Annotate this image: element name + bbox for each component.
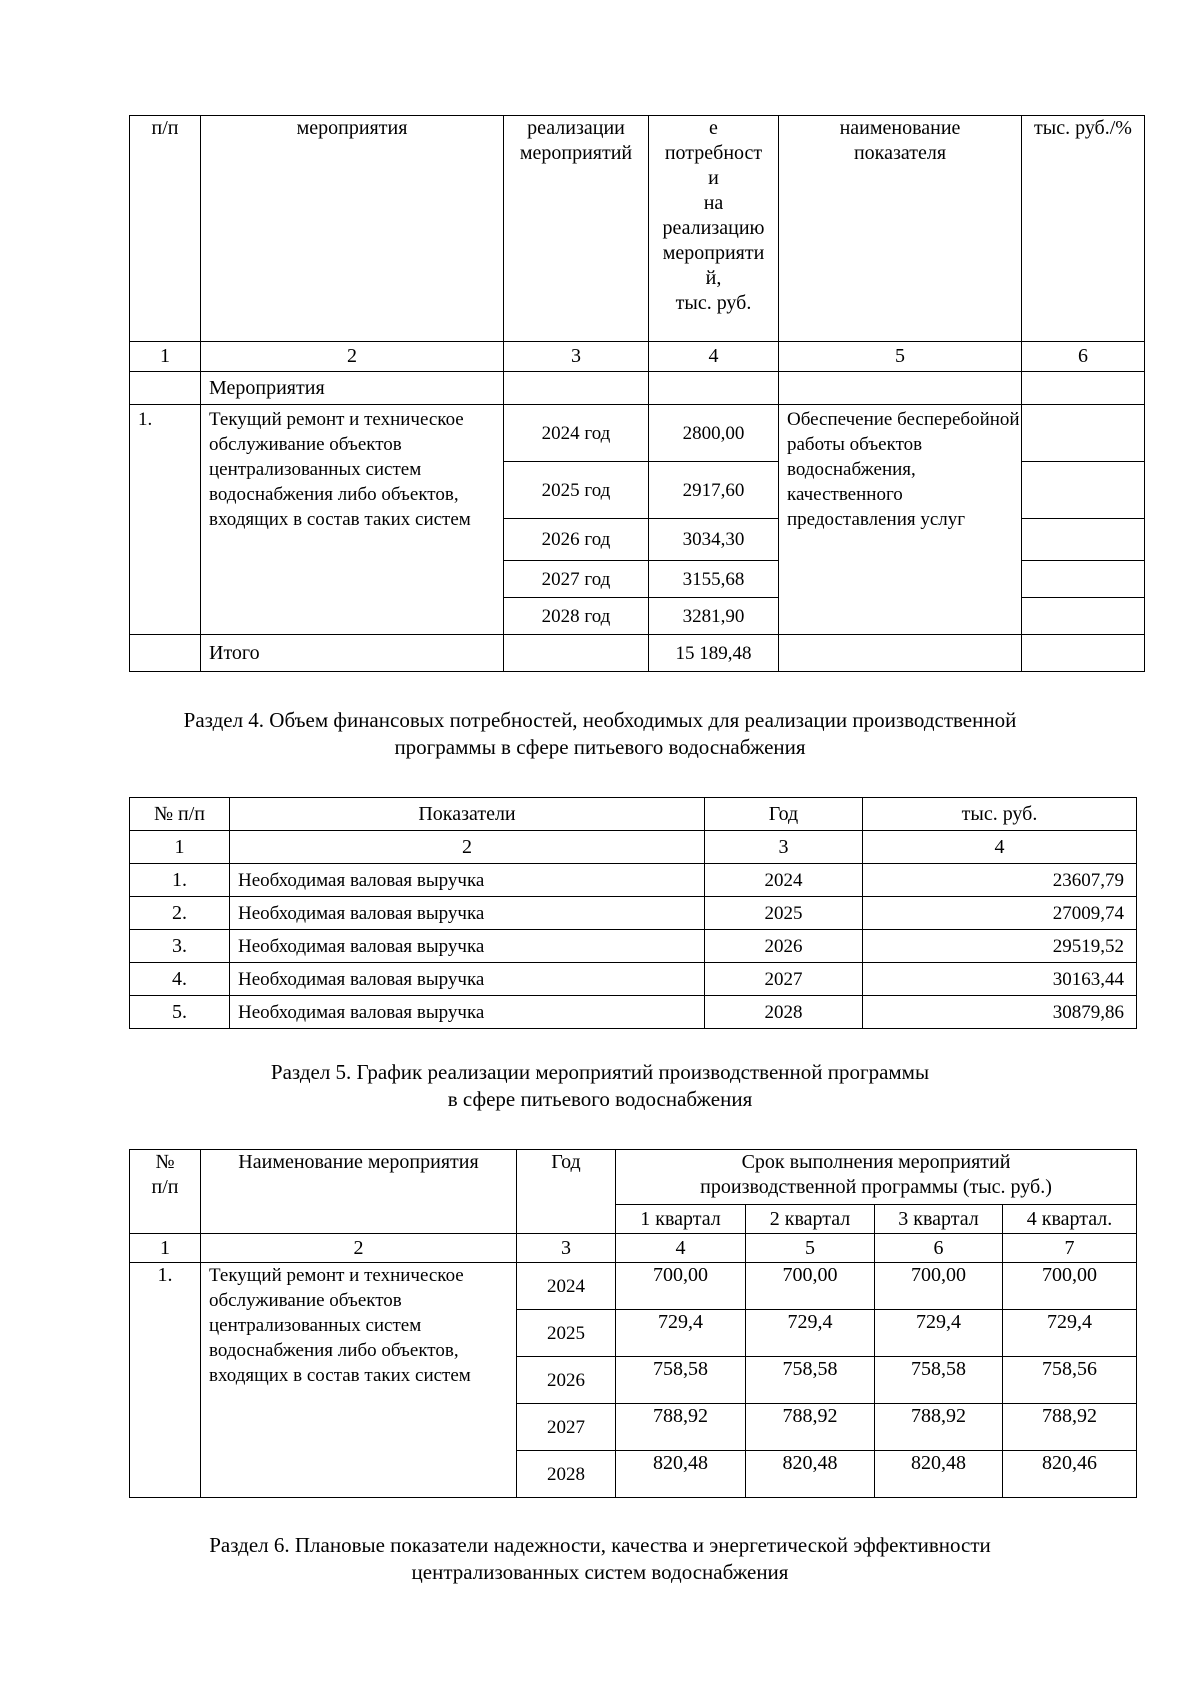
header-period: Срок выполнения мероприятий производственной программы (тыс. руб.) bbox=[616, 1150, 1137, 1205]
row-number: 1. bbox=[130, 405, 201, 635]
table-row bbox=[130, 1263, 1137, 1310]
year-cell: 2028 bbox=[705, 996, 863, 1029]
table-row bbox=[130, 864, 1137, 897]
quarter-value: 820,48 bbox=[875, 1451, 1003, 1498]
header-quarter: 4 квартал. bbox=[1003, 1205, 1137, 1234]
header-value: тыс. руб./% bbox=[1022, 116, 1145, 342]
indicator-name: Необходимая валовая выручка bbox=[230, 864, 705, 897]
measures-table bbox=[129, 115, 1145, 672]
indicator-name: Необходимая валовая выручка bbox=[230, 996, 705, 1029]
col-number: 2 bbox=[201, 1234, 517, 1263]
table-row bbox=[130, 963, 1137, 996]
year-cell: 2027 год bbox=[504, 561, 649, 598]
quarter-value: 700,00 bbox=[746, 1263, 875, 1310]
section-label: Мероприятия bbox=[201, 372, 504, 405]
quarter-value: 729,4 bbox=[1003, 1310, 1137, 1357]
value-cell: 29519,52 bbox=[863, 930, 1137, 963]
year-cell: 2026 bbox=[517, 1357, 616, 1404]
quarter-value: 758,56 bbox=[1003, 1357, 1137, 1404]
year-cell: 2024 год bbox=[504, 405, 649, 462]
year-cell: 2025 год bbox=[504, 462, 649, 519]
revenue-table bbox=[129, 797, 1137, 1029]
column-numbers-row bbox=[130, 342, 1145, 372]
amount-cell: 3155,68 bbox=[649, 561, 779, 598]
year-cell: 2028 bbox=[517, 1451, 616, 1498]
value-cell: 23607,79 bbox=[863, 864, 1137, 897]
year-cell: 2028 год bbox=[504, 598, 649, 635]
quarter-value: 758,58 bbox=[746, 1357, 875, 1404]
value-cell: 27009,74 bbox=[863, 897, 1137, 930]
row-number: 1. bbox=[130, 1263, 201, 1498]
quarter-value: 700,00 bbox=[1003, 1263, 1137, 1310]
col-number: 3 bbox=[705, 831, 863, 864]
section-6-title: Раздел 6. Плановые показатели надежности, качества и энергетической эффективности централизованных систем водоснабжения bbox=[209, 1533, 991, 1584]
row-number: 3. bbox=[130, 930, 230, 963]
header-indicator: Показатели bbox=[230, 798, 705, 831]
col-number: 1 bbox=[130, 342, 201, 372]
col-number: 3 bbox=[504, 342, 649, 372]
total-label: Итого bbox=[201, 635, 504, 672]
col-number: 4 bbox=[649, 342, 779, 372]
col-number: 1 bbox=[130, 1234, 201, 1263]
quarter-value: 788,92 bbox=[616, 1404, 746, 1451]
quarter-value: 758,58 bbox=[616, 1357, 746, 1404]
col-number: 6 bbox=[875, 1234, 1003, 1263]
quarter-value: 700,00 bbox=[616, 1263, 746, 1310]
measure-name: Текущий ремонт и техническое обслуживание объектов централизованных систем водоснабжения либо объектов, входящих в состав таких систем bbox=[201, 405, 504, 635]
indicator-name: Обеспечение бесперебойной работы объектов водоснабжения, качественного предоставления услуг bbox=[779, 405, 1022, 635]
col-number: 5 bbox=[746, 1234, 875, 1263]
col-number: 6 bbox=[1022, 342, 1145, 372]
year-cell: 2024 bbox=[705, 864, 863, 897]
amount-cell: 2917,60 bbox=[649, 462, 779, 519]
section-4-title: Раздел 4. Объем финансовых потребностей, необходимых для реализации производственной программы в сфере питьевого водоснабжения bbox=[183, 708, 1017, 759]
value-cell: 30879,86 bbox=[863, 996, 1137, 1029]
header-year: Год bbox=[517, 1150, 616, 1234]
quarter-value: 729,4 bbox=[746, 1310, 875, 1357]
quarter-value: 788,92 bbox=[875, 1404, 1003, 1451]
quarter-value: 820,48 bbox=[616, 1451, 746, 1498]
header-num: № п/п bbox=[130, 798, 230, 831]
quarter-value: 788,92 bbox=[1003, 1404, 1137, 1451]
header-quarter: 1 квартал bbox=[616, 1205, 746, 1234]
header-quarter: 2 квартал bbox=[746, 1205, 875, 1234]
header-measure: Наименование мероприятия bbox=[201, 1150, 517, 1234]
year-cell: 2026 bbox=[705, 930, 863, 963]
header-year: Год bbox=[705, 798, 863, 831]
col-number: 4 bbox=[616, 1234, 746, 1263]
indicator-name: Необходимая валовая выручка bbox=[230, 930, 705, 963]
measure-name: Текущий ремонт и техническое обслуживание объектов централизованных систем водоснабжения либо объектов, входящих в состав таких систем bbox=[201, 1263, 517, 1498]
quarter-value: 820,46 bbox=[1003, 1451, 1137, 1498]
indicator-name: Необходимая валовая выручка bbox=[230, 897, 705, 930]
col-number: 2 bbox=[230, 831, 705, 864]
quarter-value: 729,4 bbox=[616, 1310, 746, 1357]
year-cell: 2025 bbox=[517, 1310, 616, 1357]
quarter-value: 729,4 bbox=[875, 1310, 1003, 1357]
header-measure: мероприятия bbox=[201, 116, 504, 342]
year-cell: 2024 bbox=[517, 1263, 616, 1310]
table-row bbox=[130, 996, 1137, 1029]
year-cell: 2027 bbox=[517, 1404, 616, 1451]
col-number: 3 bbox=[517, 1234, 616, 1263]
header-needs: е потребност и на реализацию мероприяти й, тыс. руб. bbox=[649, 116, 779, 342]
header-period: реализации мероприятий bbox=[504, 116, 649, 342]
col-number: 1 bbox=[130, 831, 230, 864]
header-value: тыс. руб. bbox=[863, 798, 1137, 831]
quarter-value: 700,00 bbox=[875, 1263, 1003, 1310]
row-number: 2. bbox=[130, 897, 230, 930]
column-numbers-row bbox=[130, 1234, 1137, 1263]
amount-cell: 3281,90 bbox=[649, 598, 779, 635]
quarter-value: 788,92 bbox=[746, 1404, 875, 1451]
total-amount: 15 189,48 bbox=[649, 635, 779, 672]
section-5-title: Раздел 5. График реализации мероприятий производственной программы в сфере питьевого водоснабжения bbox=[270, 1060, 930, 1111]
year-cell: 2027 bbox=[705, 963, 863, 996]
header-quarter: 3 квартал bbox=[875, 1205, 1003, 1234]
amount-cell: 2800,00 bbox=[649, 405, 779, 462]
amount-cell: 3034,30 bbox=[649, 519, 779, 561]
total-row bbox=[130, 635, 1145, 672]
row-number: 5. bbox=[130, 996, 230, 1029]
value-cell: 30163,44 bbox=[863, 963, 1137, 996]
row-number: 4. bbox=[130, 963, 230, 996]
row-number: 1. bbox=[130, 864, 230, 897]
header-indicator: наименование показателя bbox=[779, 116, 1022, 342]
schedule-table bbox=[129, 1149, 1137, 1498]
table-row bbox=[130, 930, 1137, 963]
col-number: 5 bbox=[779, 342, 1022, 372]
header-num: п/п bbox=[130, 116, 201, 342]
column-numbers-row bbox=[130, 831, 1137, 864]
col-number: 7 bbox=[1003, 1234, 1137, 1263]
header-num: № п/п bbox=[130, 1150, 201, 1234]
quarter-value: 758,58 bbox=[875, 1357, 1003, 1404]
table-row bbox=[130, 405, 1145, 462]
col-number: 4 bbox=[863, 831, 1137, 864]
col-number: 2 bbox=[201, 342, 504, 372]
year-cell: 2026 год bbox=[504, 519, 649, 561]
quarter-value: 820,48 bbox=[746, 1451, 875, 1498]
indicator-name: Необходимая валовая выручка bbox=[230, 963, 705, 996]
table-row bbox=[130, 897, 1137, 930]
year-cell: 2025 bbox=[705, 897, 863, 930]
